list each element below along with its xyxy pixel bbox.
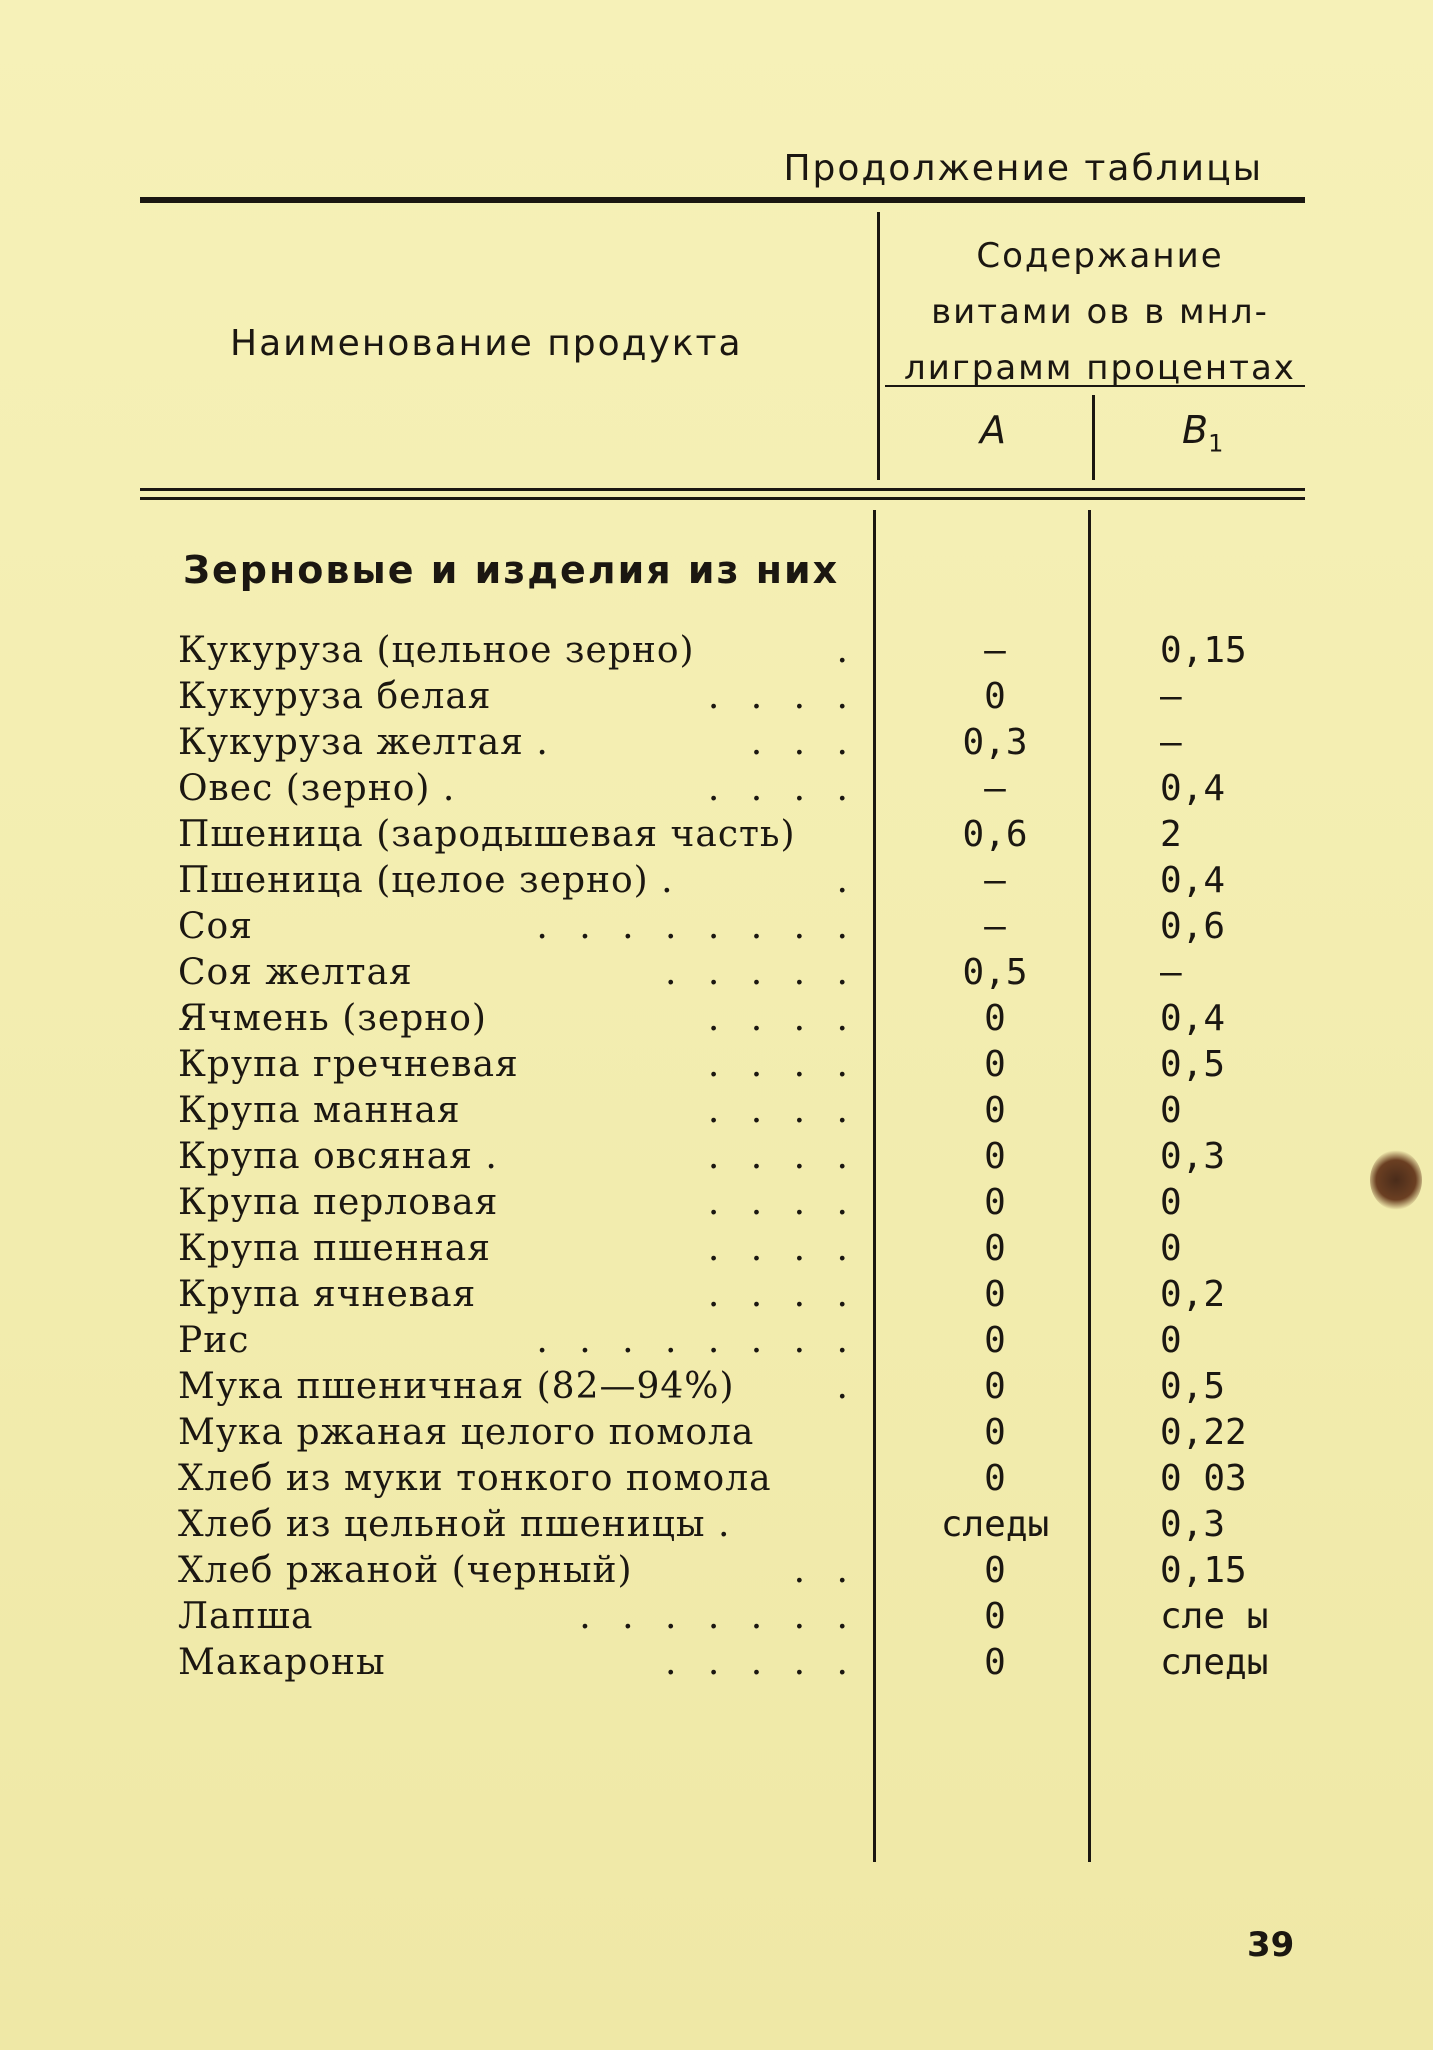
table-row: [0, 1412, 1433, 1458]
vitamin-a-value: 0: [984, 1274, 1006, 1315]
leader-dots: . . .: [750, 722, 858, 763]
table-row: [0, 1090, 1433, 1136]
product-name: Крупа манная: [178, 1090, 461, 1131]
vitamin-content-column-header: Содержание витами ов в мнл- лиграмм процентах: [904, 236, 1296, 388]
vitamin-a-value: следы: [940, 1504, 1050, 1545]
product-name: Крупа гречневая: [178, 1044, 519, 1085]
vitamin-b1-value: 0 03: [1160, 1458, 1247, 1499]
leader-dots: . . . .: [707, 1090, 858, 1131]
vitamin-b1-value: 0,22: [1160, 1412, 1247, 1453]
table-row: [0, 814, 1433, 860]
vitamin-a-value: 0: [984, 998, 1006, 1039]
product-name: Соя: [178, 906, 253, 947]
vitamin-a-value: 0: [984, 1596, 1006, 1637]
product-name: Крупа пшенная: [178, 1228, 491, 1269]
vitamin-b1-column-header: $B_1$: [1182, 408, 1224, 458]
table-continuation-caption: Продолжение таблицы: [783, 148, 1263, 189]
product-name: Рис: [178, 1320, 250, 1361]
vitamin-a-value: 0: [984, 1228, 1006, 1269]
leader-dots: . . . .: [707, 1274, 858, 1315]
table-row: [0, 1136, 1433, 1182]
table-row: [0, 998, 1433, 1044]
vitamin-a-value: —: [984, 860, 1006, 901]
vitamin-b1-value: 0,3: [1160, 1136, 1226, 1177]
table-row: [0, 952, 1433, 998]
vitamin-a-value: 0: [984, 1136, 1006, 1177]
vitamin-b1-value: 0,5: [1160, 1044, 1226, 1085]
vitamin-a-value: 0: [984, 676, 1006, 717]
vitamin-b1-value: —: [1160, 722, 1182, 763]
table-row: [0, 1596, 1433, 1642]
vitamin-a-value: 0,5: [962, 952, 1028, 993]
vitamin-a-value: 0: [984, 1642, 1006, 1683]
section-title: Зерновые и изделия из них: [183, 548, 840, 592]
table-row: [0, 1642, 1433, 1688]
product-name: Соя желтая: [178, 952, 413, 993]
product-name-column-header: Наименование продукта: [230, 323, 743, 364]
vitamin-b1-value: 0: [1160, 1182, 1182, 1223]
vitamin-b1-value: 0,3: [1160, 1504, 1226, 1545]
table-row: [0, 1550, 1433, 1596]
table-row: [0, 1182, 1433, 1228]
product-name: Мука ржаная целого помола: [178, 1412, 755, 1453]
product-name: Хлеб из цельной пшеницы .: [178, 1504, 731, 1545]
vitamin-a-value: 0: [984, 1182, 1006, 1223]
vitamin-b1-value: 0: [1160, 1090, 1182, 1131]
product-name: Хлеб из муки тонкого помола: [178, 1458, 772, 1499]
table-row: [0, 768, 1433, 814]
page-number: 39: [1247, 1925, 1295, 1965]
vitamin-b1-value: —: [1160, 676, 1182, 717]
header-rule-1: [140, 488, 1305, 491]
vitamin-b1-value: 0,4: [1160, 998, 1226, 1039]
vitamin-b1-value: следы: [1160, 1642, 1269, 1683]
vitamin-b1-value: 0,15: [1160, 1550, 1247, 1591]
leader-dots: . . . . . . . .: [536, 906, 858, 947]
leader-dots: . . . .: [707, 1044, 858, 1085]
table-row: [0, 1274, 1433, 1320]
paper-stain: [1370, 1150, 1422, 1210]
product-name: Крупа ячневая: [178, 1274, 477, 1315]
vitamin-a-value: 0: [984, 1044, 1006, 1085]
vitamin-a-value: —: [984, 768, 1006, 809]
table-row: [0, 722, 1433, 768]
vitamin-a-value: 0: [984, 1458, 1006, 1499]
vitamin-a-value: —: [984, 630, 1006, 671]
leader-dots: . . . .: [707, 676, 858, 717]
table-row: [0, 1320, 1433, 1366]
vitamin-b1-value: 0,15: [1160, 630, 1247, 671]
leader-dots: . . . .: [707, 1136, 858, 1177]
table-row: [0, 1228, 1433, 1274]
product-name: Мука пшеничная (82—94%): [178, 1366, 735, 1407]
vitamin-a-value: 0,3: [962, 722, 1028, 763]
vitamin-a-value: 0: [984, 1366, 1006, 1407]
leader-dots: . . . . . . .: [579, 1596, 858, 1637]
leader-dots: . . . .: [707, 1228, 858, 1269]
product-name: Овес (зерно) .: [178, 768, 456, 809]
vitamin-a-value: 0: [984, 1412, 1006, 1453]
table-row: [0, 1504, 1433, 1550]
product-name: Макароны: [178, 1642, 386, 1683]
leader-dots: . . . .: [707, 998, 858, 1039]
vitamin-a-value: 0: [984, 1090, 1006, 1131]
product-name: Крупа перловая: [178, 1182, 499, 1223]
vitamin-b1-value: 0,2: [1160, 1274, 1226, 1315]
top-rule: [140, 197, 1305, 203]
vitamin-b1-value: 0,4: [1160, 860, 1226, 901]
product-name: Хлеб ржаной (черный): [178, 1550, 633, 1591]
leader-dots: . . . . . . . .: [536, 1320, 858, 1361]
vitamin-a-value: —: [984, 906, 1006, 947]
product-name: Лапша: [178, 1596, 314, 1637]
vitamin-b1-value: 0: [1160, 1320, 1182, 1361]
product-name: Кукуруза желтая .: [178, 722, 549, 763]
vitamin-b1-value: 0: [1160, 1228, 1182, 1269]
leader-dots: . . . .: [707, 768, 858, 809]
leader-dots: . . . . .: [665, 1642, 858, 1683]
vitamin-b1-value: 0,6: [1160, 906, 1226, 947]
vitamin-b1-value: 2: [1160, 814, 1182, 855]
vitamin-a-value: 0: [984, 1320, 1006, 1361]
leader-dots: . . . . .: [665, 952, 858, 993]
table-row: [0, 1044, 1433, 1090]
product-name: Кукуруза (цельное зерно): [178, 630, 695, 671]
leader-dots: . . . .: [707, 1182, 858, 1223]
header-rule-2: [140, 497, 1305, 500]
table-row: [0, 906, 1433, 952]
leader-dots: .: [836, 860, 858, 901]
leader-dots: . .: [793, 1550, 858, 1591]
vitamin-b1-value: 0,5: [1160, 1366, 1226, 1407]
table-row: [0, 676, 1433, 722]
leader-dots: .: [836, 630, 858, 671]
product-name: Ячмень (зерно): [178, 998, 487, 1039]
vitamin-a-value: 0,6: [962, 814, 1028, 855]
table-row: [0, 1366, 1433, 1412]
table-row: [0, 1458, 1433, 1504]
product-name: Пшеница (зародышевая часть): [178, 814, 796, 855]
column-divider-name-header: [877, 212, 880, 480]
vitamin-b1-value: —: [1160, 952, 1182, 993]
vitamin-a-value: 0: [984, 1550, 1006, 1591]
vitamin-b1-value: 0,4: [1160, 768, 1226, 809]
table-row: [0, 860, 1433, 906]
leader-dots: .: [836, 1366, 858, 1407]
product-name: Кукуруза белая: [178, 676, 492, 717]
vitamin-a-column-header: A: [980, 408, 1006, 452]
column-divider-a-b-header: [1092, 395, 1095, 480]
vitamin-b1-value: сле ы: [1160, 1596, 1269, 1637]
product-name: Пшеница (целое зерно) .: [178, 860, 674, 901]
table-row: [0, 630, 1433, 676]
product-name: Крупа овсяная .: [178, 1136, 498, 1177]
